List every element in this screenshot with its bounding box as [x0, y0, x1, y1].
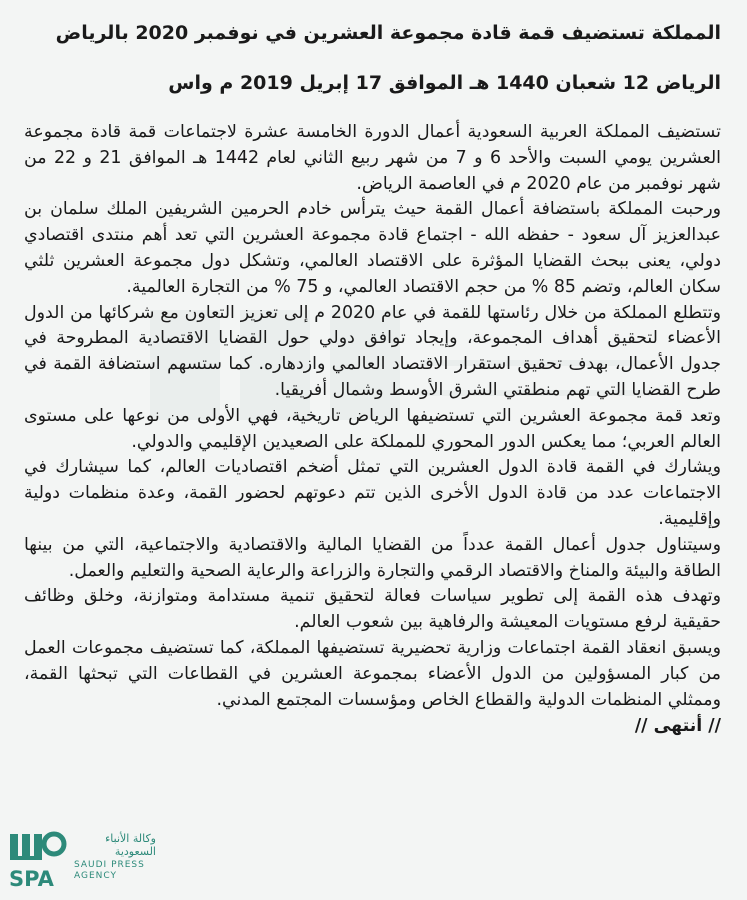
- paragraph: وسيتناول جدول أعمال القمة عدداً من القضايا المالية والاقتصادية والاجتماعية، التي من بينها الطاقة والبيئة والمناخ والاقتصاد الرقمي والتجارة والزراعة والرعاية الصحية والتعليم والعمل.: [24, 534, 721, 581]
- article-body: [24, 120, 721, 713]
- paragraph: ويسبق انعقاد القمة اجتماعات وزارية تحضيرية تستضيفها المملكة، كما تستضيف مجموعات العمل من كبار المسؤولين من الدول الأعضاء بمجموعة العشرين في القطاعات التي تبحثها القمة، وممثلي المنظمات الدولية والقطاع الخاص ومؤسسات المجتمع المدني.: [24, 637, 721, 710]
- spa-logo-icon: [8, 830, 68, 892]
- paragraph: وتتطلع المملكة من خلال رئاستها للقمة في عام 2020 م إلى تعزيز التعاون مع شركائها من الدول الأعضاء لتحقيق أهداف المجموعة، وإيجاد توافق دولي حول القضايا الاقتصادية المطروحة في جدول الأعمال، بهدف تحقيق استقرار الاقتصاد العالمي وازدهاره. كما ستسهم استضافة القمة في طرح القضايا التي تهم منطقتي الشرق الأوسط وشمال أفريقيا.: [24, 302, 721, 400]
- end-mark: // أنتهى //: [634, 716, 721, 737]
- dateline: الرياض 12 شعبان 1440 هـ الموافق 17 إبريل 2019 م واس: [168, 72, 721, 94]
- logo-english-line2: AGENCY: [74, 871, 118, 881]
- article: [24, 18, 721, 739]
- logo-english-line1: SAUDI PRESS: [74, 860, 145, 870]
- logo-mark-text: SPA: [9, 867, 54, 891]
- logo-english-name: [74, 860, 156, 882]
- paragraph: وتعد قمة مجموعة العشرين التي تستضيفها الرياض تاريخية، فهي الأولى من نوعها على مستوى العالم العربي؛ مما يعكس الدور المحوري للمملكة على الصعيدين الإقليمي والدولي.: [24, 405, 721, 452]
- paragraph: تستضيف المملكة العربية السعودية أعمال الدورة الخامسة عشرة لاجتماعات قمة قادة مجموعة العشرين يومي السبت والأحد 6 و 7 من شهر ربيع الثاني لعام 1442 هـ الموافق 21 و 22 من شهر نوفمبر من عام 2020 م في العاصمة الرياض.: [24, 122, 721, 194]
- logo-arabic-name: وكالة الأنباء السعودية: [105, 832, 156, 858]
- paragraph: ورحبت المملكة باستضافة أعمال القمة حيث يترأس خادم الحرمين الشريفين الملك سلمان بن عبدالعزيز آل سعود - حفظه الله - اجتماع قادة مجموعة العشرين التي تعد أهم منتدى اقتصادي دولي، يعنى ببحث القضايا المؤثرة على الاقتصاد العالمي، وتشكل دول مجموعة العشرين ثلثي سكان العالم، وتضم 85 % من حجم الاقتصاد العالمي، و 75 % من التجارة العالمية.: [24, 199, 721, 297]
- paragraph: وتهدف هذه القمة إلى تطوير سياسات فعالة لتحقيق تنمية مستدامة ومتوازنة، وخلق وظائف حقيقية لرفع مستويات المعيشة والرفاهية بين شعوب العالم.: [24, 586, 721, 633]
- spa-logo: [8, 830, 198, 892]
- headline: المملكة تستضيف قمة قادة مجموعة العشرين في نوفمبر 2020 بالرياض: [55, 22, 721, 44]
- paragraph: ويشارك في القمة قادة الدول العشرين التي تمثل أضخم اقتصاديات العالم، كما سيشارك في الاجتماعات عدد من قادة الدول الأخرى الذين تتم دعوتهم لحضور القمة، وعدة منظمات دولية وإقليمية.: [24, 457, 721, 529]
